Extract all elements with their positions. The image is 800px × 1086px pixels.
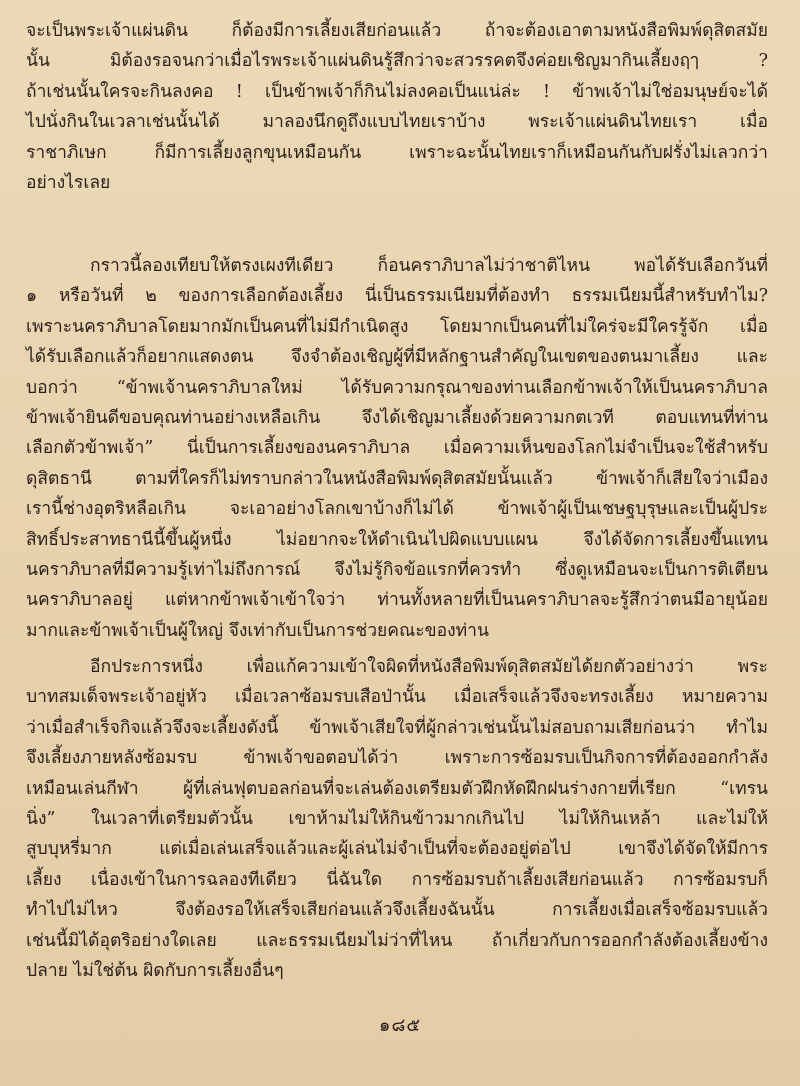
text-line: ดุสิตธานี ตามที่ใครก็ไม่ทราบกล่าวในหนังสือพิมพ์ดุสิตสมัยนั้นแล้ว ข้าพเจ้าก็เสียใจว่าเมือง	[26, 468, 768, 489]
text-line: นคราภิบาลอยู่ แต่หากข้าพเจ้าเข้าใจว่า ท่านทั้งหลายที่เป็นนคราภิบาลจะรู้สึกว่าตนมีอายุน้อย	[26, 590, 768, 611]
paragraph-2	[26, 251, 768, 646]
text-line: นั้น มิต้องรอจนกว่าเมื่อไรพระเจ้าแผ่นดินรู้สึกว่าจะสวรรคตจึงค่อยเชิญมากินเลี้ยงฤๅ ?	[26, 51, 768, 72]
text-line: มากและข้าพเจ้าเป็นผู้ใหญ่ จึงเท่ากับเป็นการช่วยคณะของท่าน	[26, 620, 489, 641]
paragraph-text	[26, 251, 768, 646]
text-line: ราชาภิเษก ก็มีการเลี้ยงลูกขุนเหมือนกัน เพราะฉะนั้นไทยเราก็เหมือนกันกับฝรั่งไม่เลวกว่า	[26, 142, 768, 163]
paragraph-text	[26, 652, 768, 986]
text-line: สิทธิ์ประสาทธานีนี้ขึ้นผู้หนึ่ง ไม่อยากจะให้ดำเนินไปผิดแบบแผน จึงได้จัดการเลี้ยงขึ้นแทน	[26, 529, 768, 550]
text-line: กราวนี้ลองเทียบให้ตรงเผงทีเดียว ก็อนคราภิบาลไม่ว่าชาติไหน พอได้รับเลือกวันที่	[90, 256, 768, 276]
text-line: ถ้าเช่นนั้นใครจะกินลงคอ ! เป็นข้าพเจ้าก็กินไม่ลงคอเป็นแน่ล่ะ ! ข้าพเจ้าไม่ใช่อมนุษย์จะได้	[26, 81, 768, 102]
text-line: เลี้ยง เนื่องเข้าในการฉลองทีเดียว นี่ฉันใด การซ้อมรบถ้าเลี้ยงเสียก่อนแล้ว การซ้อมรบก็	[26, 869, 768, 890]
text-line: จึงเลี้ยงภายหลังซ้อมรบ ข้าพเจ้าขอตอบได้ว่า เพราะการซ้อมรบเป็นกิจการที่ต้องออกกำลัง	[26, 748, 768, 769]
page-number: ๑๘๕	[379, 1015, 421, 1036]
text-line: เพราะนคราภิบาลโดยมากมักเป็นคนที่ไม่มีกำเนิดสูง โดยมากเป็นคนที่ไม่ใคร่จะมีใครรู้จัก เมื่อ	[26, 316, 768, 337]
text-line: ๑ หรือวันที่ ๒ ของการเลือกต้องเลี้ยง นี่เป็นธรรมเนียมที่ต้องทำ ธรรมเนียมนี้สำหรับทำไม?	[26, 286, 768, 307]
text-line: บอกว่า “ข้าพเจ้านคราภิบาลใหม่ ได้รับความกรุณาของท่านเลือกข้าพเจ้าให้เป็นนคราภิบาล	[26, 377, 768, 398]
text-line: ข้าพเจ้ายินดีขอบคุณท่านอย่างเหลือเกิน จึงได้เชิญมาเลี้ยงด้วยความกตเวที ตอบแทนที่ท่าน	[26, 407, 768, 428]
paragraph-3	[26, 652, 768, 986]
text-line: เรานี้ช่างอุตริหลือเกิน จะเอาอย่างโลกเขาบ้างก็ไม่ได้ ข้าพเจ้าผู้เป็นเชษฐบุรุษและเป็นผู้ประ	[26, 499, 768, 520]
paragraph-text	[26, 16, 768, 198]
text-line: นิ่ง” ในเวลาที่เตรียมตัวนั้น เขาห้ามไม่ให้กินข้าวมากเกินไป ไม่ให้กินเหล้า และไม่ให้	[26, 808, 768, 829]
text-line: ปลาย ไม่ใช่ต้น ผิดกับการเลี้ยงอื่นๆ	[26, 960, 284, 981]
text-line: จะเป็นพระเจ้าแผ่นดิน ก็ต้องมีการเลี้ยงเสียก่อนแล้ว ถ้าจะต้องเอาตามหนังสือพิมพ์ดุสิตสมัย	[26, 21, 768, 41]
text-line: อีกประการหนึ่ง เพื่อแก้ความเข้าใจผิดที่หนังสือพิมพ์ดุสิตสมัยได้ยกตัวอย่างว่า พระ	[90, 657, 768, 677]
text-line: เลือกตัวข้าพเจ้า” นี่เป็นการเลี้ยงของนคราภิบาล เมื่อความเห็นของโลกไม่จำเป็นจะใช้สำหรับ	[26, 438, 768, 459]
text-line: เหมือนเล่นกีฬา ผู้ที่เล่นฟุตบอลก่อนที่จะเล่นต้องเตรียมตัวฝึกหัดฝึกฝนร่างกายที่เรียก “เทรน	[26, 778, 768, 799]
text-line: สูบบุหรี่มาก แต่เมื่อเล่นเสร็จแล้วและผู้เล่นไม่จำเป็นที่จะต้องอยู่ต่อไป เขาจึงได้จัดให้มีการ	[26, 839, 768, 860]
text-line: ว่าเมื่อสำเร็จกิจแล้วจึงจะเลี้ยงดังนี้ ข้าพเจ้าเสียใจที่ผู้กล่าวเช่นนั้นไม่สอบถามเสียก่อนว่า ทำไม	[26, 717, 768, 738]
text-line: เช่นนี้มิได้อุตริอย่างใดเลย และธรรมเนียมไม่ว่าที่ไหน ถ้าเกี่ยวกับการออกกำลังต้องเลี้ยงข้าง	[26, 930, 768, 951]
text-line: ไปนั่งกินในเวลาเช่นนั้นได้ มาลองนึกดูถึงแบบไทยเราบ้าง พระเจ้าแผ่นดินไทยเรา เมื่อ	[26, 112, 768, 133]
paragraph-1	[26, 16, 768, 198]
text-line: ทำไปไม่ไหว จึงต้องรอให้เสร็จเสียก่อนแล้วจึงเลี้ยงฉันนั้น การเลี้ยงเมื่อเสร็จซ้อมรบแล้ว	[26, 900, 768, 921]
text-line: บาทสมเด็จพระเจ้าอยู่หัว เมื่อเวลาซ้อมรบเสือป่านั้น เมื่อเสร็จแล้วจึงจะทรงเลี้ยง หมายความ	[26, 687, 768, 708]
text-line: นคราภิบาลที่มีความรู้เท่าไม่ถึงการณ์ จึงไม่รู้กิจข้อแรกที่ควรทำ ซึ่งดูเหมือนจะเป็นการติเตียน	[26, 559, 768, 580]
text-line: อย่างไรเลย	[26, 172, 111, 193]
text-line: ได้รับเลือกแล้วก็อยากแสดงตน จึงจำต้องเชิญผู้ที่มีหลักฐานสำคัญในเขตของตนมาเลี้ยง และ	[26, 347, 768, 368]
